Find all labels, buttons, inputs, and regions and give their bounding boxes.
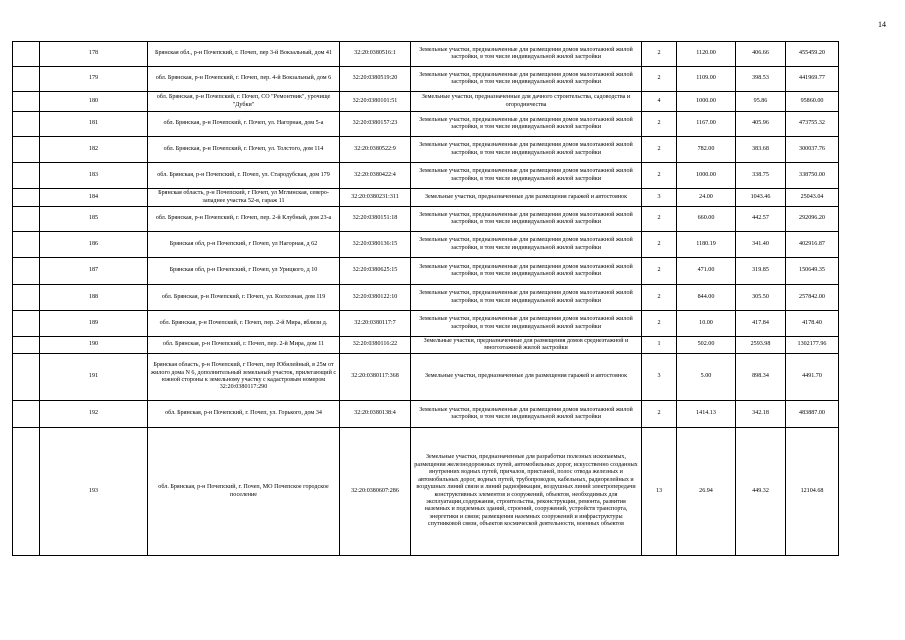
table-row xyxy=(13,258,839,285)
zone-cell: 2 xyxy=(642,163,677,189)
rate-cell: 442.57 xyxy=(736,207,786,232)
table-row xyxy=(13,137,839,163)
zone-cell: 2 xyxy=(642,311,677,337)
address-cell: обл. Брянская, р-н Почепский, г. Почеп, ул. Толстого, дом 114 xyxy=(148,137,340,163)
row-number: 193 xyxy=(40,428,148,556)
area-cell: 502.00 xyxy=(677,337,736,354)
blank-column-cell xyxy=(13,92,40,112)
rate-cell: 338.75 xyxy=(736,163,786,189)
rate-cell: 398.53 xyxy=(736,67,786,92)
rate-cell: 449.32 xyxy=(736,428,786,556)
blank-column-cell xyxy=(13,232,40,258)
blank-column-cell xyxy=(13,137,40,163)
zone-cell: 2 xyxy=(642,285,677,311)
blank-column-cell xyxy=(13,67,40,92)
blank-column-cell xyxy=(13,428,40,556)
blank-column-cell xyxy=(13,112,40,137)
zone-cell: 2 xyxy=(642,232,677,258)
area-cell: 782.00 xyxy=(677,137,736,163)
land-use-cell: Земельные участки, предназначенные для размещения гаражей и автостоянок xyxy=(411,189,642,207)
row-number: 186 xyxy=(40,232,148,258)
cadastral-number-cell: 32:20:0380157:23 xyxy=(340,112,411,137)
table-row xyxy=(13,189,839,207)
area-cell: 471.00 xyxy=(677,258,736,285)
area-cell: 1167.00 xyxy=(677,112,736,137)
land-use-cell: Земельные участки, предназначенные для размещения гаражей и автостоянок xyxy=(411,354,642,401)
cadastral-number-cell: 32:20:0380138:4 xyxy=(340,401,411,428)
rate-cell: 898.34 xyxy=(736,354,786,401)
row-number: 187 xyxy=(40,258,148,285)
rate-cell: 2593.98 xyxy=(736,337,786,354)
cadastral-number-cell: 32:20:0380101:51 xyxy=(340,92,411,112)
zone-cell: 2 xyxy=(642,258,677,285)
table-body xyxy=(13,42,839,556)
cadastral-cost-cell: 150649.35 xyxy=(786,258,839,285)
row-number: 180 xyxy=(40,92,148,112)
table-row xyxy=(13,42,839,67)
row-number: 188 xyxy=(40,285,148,311)
table-row xyxy=(13,67,839,92)
zone-cell: 2 xyxy=(642,112,677,137)
address-cell: Брянская область, р-н Почепский, г Почеп, ул Мглинская, северо-западнее участка 52-в, гараж 11 xyxy=(148,189,340,207)
rate-cell: 341.40 xyxy=(736,232,786,258)
blank-column-cell xyxy=(13,285,40,311)
area-cell: 660.00 xyxy=(677,207,736,232)
row-number: 185 xyxy=(40,207,148,232)
area-cell: 24.00 xyxy=(677,189,736,207)
cadastral-value-table xyxy=(12,41,839,556)
blank-column-cell xyxy=(13,354,40,401)
address-cell: Брянская обл., р-н Почепский, г. Почеп, пер 3-й Вокзальный, дом 41 xyxy=(148,42,340,67)
cadastral-cost-cell: 25043.04 xyxy=(786,189,839,207)
zone-cell: 2 xyxy=(642,42,677,67)
cadastral-number-cell: 32:20:0380522:9 xyxy=(340,137,411,163)
address-cell: обл. Брянская, р-н Почепский, г. Почеп, ул. Стародубская, дом 179 xyxy=(148,163,340,189)
land-use-cell: Земельные участки, предназначенные для размещения домов малоэтажной жилой застройки, в том числе индивидуальной жилой застройки xyxy=(411,67,642,92)
address-cell: Брянская обл, р-н Почепский, г Почеп, ул Нагорная, д 62 xyxy=(148,232,340,258)
table-row xyxy=(13,92,839,112)
cadastral-number-cell: 32:20:0380151:18 xyxy=(340,207,411,232)
cadastral-number-cell: 32:20:0380422:4 xyxy=(340,163,411,189)
cadastral-number-cell: 32:20:0380116:22 xyxy=(340,337,411,354)
blank-column-cell xyxy=(13,163,40,189)
address-cell: обл. Брянская, р-н Почепский, г. Почеп, СО "Ремонтник", урочище "Дубки" xyxy=(148,92,340,112)
row-number: 192 xyxy=(40,401,148,428)
land-use-cell: Земельные участки, предназначенные для дачного строительства, садоводства и огородничества xyxy=(411,92,642,112)
rate-cell: 417.84 xyxy=(736,311,786,337)
table-row xyxy=(13,354,839,401)
rate-cell: 319.85 xyxy=(736,258,786,285)
rate-cell: 305.50 xyxy=(736,285,786,311)
land-use-cell: Земельные участки, предназначенные для размещения домов малоэтажной жилой застройки, в том числе индивидуальной жилой застройки xyxy=(411,163,642,189)
area-cell: 26.94 xyxy=(677,428,736,556)
rate-cell: 342.18 xyxy=(736,401,786,428)
address-cell: Брянская область, р-н Почепский, г Почеп, пер Юбилейный, в 25м от жилого дома N 6, дополнительный земельный участок, прилегающий с южной стороны к земельному участку с кадастровым номером 32:20:0380117:290 xyxy=(148,354,340,401)
row-number: 183 xyxy=(40,163,148,189)
cadastral-number-cell: 32:20:0380516:1 xyxy=(340,42,411,67)
cadastral-cost-cell: 1302177.96 xyxy=(786,337,839,354)
land-use-cell: Земельные участки, предназначенные для размещения домов малоэтажной жилой застройки, в том числе индивидуальной жилой застройки xyxy=(411,311,642,337)
page-number: 14 xyxy=(878,20,886,29)
row-number: 189 xyxy=(40,311,148,337)
cadastral-number-cell: 32:20:0380625:15 xyxy=(340,258,411,285)
address-cell: обл. Брянская, р-н Почепский, г. Почеп, пер. 4-й Вокзальный, дом 6 xyxy=(148,67,340,92)
table-row xyxy=(13,163,839,189)
area-cell: 1120.00 xyxy=(677,42,736,67)
blank-column-cell xyxy=(13,42,40,67)
row-number: 182 xyxy=(40,137,148,163)
blank-column-cell xyxy=(13,189,40,207)
blank-column-cell xyxy=(13,337,40,354)
cadastral-cost-cell: 441969.77 xyxy=(786,67,839,92)
cadastral-cost-cell: 257842.00 xyxy=(786,285,839,311)
cadastral-number-cell: 32:20:0380117:7 xyxy=(340,311,411,337)
address-cell: обл. Брянская, р-н Почепский, г. Почеп, пер. 2-й Мира, вблизи д. xyxy=(148,311,340,337)
area-cell: 1109.00 xyxy=(677,67,736,92)
zone-cell: 2 xyxy=(642,401,677,428)
land-use-cell: Земельные участки, предназначенные для размещения домов малоэтажной жилой застройки, в том числе индивидуальной жилой застройки xyxy=(411,207,642,232)
table-row xyxy=(13,207,839,232)
cadastral-number-cell: 32:20:0380122:10 xyxy=(340,285,411,311)
cadastral-cost-cell: 455459.20 xyxy=(786,42,839,67)
table-row xyxy=(13,401,839,428)
cadastral-cost-cell: 292096.20 xyxy=(786,207,839,232)
rate-cell: 405.96 xyxy=(736,112,786,137)
rate-cell: 406.66 xyxy=(736,42,786,67)
blank-column-cell xyxy=(13,258,40,285)
cadastral-number-cell: 32:20:0380519:20 xyxy=(340,67,411,92)
address-cell: обл. Брянская, р-н Почепский, г. Почеп, МО Почепское городское поселение xyxy=(148,428,340,556)
zone-cell: 2 xyxy=(642,207,677,232)
cadastral-cost-cell: 483887.00 xyxy=(786,401,839,428)
land-use-cell: Земельные участки, предназначенные для размещения домов малоэтажной жилой застройки, в том числе индивидуальной жилой застройки xyxy=(411,42,642,67)
cadastral-cost-cell: 4491.70 xyxy=(786,354,839,401)
land-use-cell: Земельные участки, предназначенные для размещения домов малоэтажной жилой застройки, в том числе индивидуальной жилой застройки xyxy=(411,401,642,428)
area-cell: 1414.13 xyxy=(677,401,736,428)
row-number: 181 xyxy=(40,112,148,137)
row-number: 190 xyxy=(40,337,148,354)
land-use-cell: Земельные участки, предназначенные для размещения домов малоэтажной жилой застройки, в том числе индивидуальной жилой застройки xyxy=(411,258,642,285)
area-cell: 1000.00 xyxy=(677,92,736,112)
address-cell: обл. Брянская, р-н Почепский, г. Почеп, ул. Колхозная, дом 119 xyxy=(148,285,340,311)
table-row xyxy=(13,285,839,311)
address-cell: обл. Брянская, р-н Почепский, г. Почеп, пер. 2-й Клубный, дом 23-а xyxy=(148,207,340,232)
cadastral-cost-cell: 300037.76 xyxy=(786,137,839,163)
cadastral-cost-cell: 95860.00 xyxy=(786,92,839,112)
cadastral-number-cell: 32:20:0380136:15 xyxy=(340,232,411,258)
land-use-cell: Земельные участки, предназначенные для размещения домов малоэтажной жилой застройки, в том числе индивидуальной жилой застройки xyxy=(411,137,642,163)
cadastral-cost-cell: 12104.68 xyxy=(786,428,839,556)
area-cell: 844.00 xyxy=(677,285,736,311)
table-row xyxy=(13,232,839,258)
address-cell: обл. Брянская, р-н Почепский, г. Почеп, ул. Нагорная, дом 5-а xyxy=(148,112,340,137)
land-use-cell: Земельные участки, предназначенные для размещения домов малоэтажной жилой застройки, в том числе индивидуальной жилой застройки xyxy=(411,112,642,137)
zone-cell: 2 xyxy=(642,137,677,163)
area-cell: 1000.00 xyxy=(677,163,736,189)
table-row xyxy=(13,428,839,556)
rate-cell: 1043.46 xyxy=(736,189,786,207)
cadastral-number-cell: 32:20:0380117:368 xyxy=(340,354,411,401)
land-use-cell: Земельные участки, предназначенные для разработки полезных ископаемых, размещения железнодорожных путей, автомобильных дорог, искусственно созданных внутренних водных путей, причалов, пристаней, полос отвода железных и автомобильных дорог, водных путей, трубопроводов, кабельных, радиорелейных и воздушных линий связи и линий радиофикации, воздушных линий электропередачи конструктивных элементов и сооружений, объектов, необходимых для эксплуатации,содержания, строительства, реконструкции, ремонта, развития наземных и подземных зданий, строений, сооружений, устройств транспорта, энергетики и связи; размещения наземных сооружений и инфраструктуры спутниковой связи, объектов космической деятельности, военных объектов xyxy=(411,428,642,556)
zone-cell: 4 xyxy=(642,92,677,112)
table-row xyxy=(13,337,839,354)
land-use-cell: Земельные участки, предназначенные для размещения домов среднеэтажной и многоэтажной жилой застройки xyxy=(411,337,642,354)
land-use-cell: Земельные участки, предназначенные для размещения домов малоэтажной жилой застройки, в том числе индивидуальной жилой застройки xyxy=(411,285,642,311)
blank-column-cell xyxy=(13,401,40,428)
address-cell: обл. Брянская, р-н Почепский, г. Почеп, ул. Горького, дом 34 xyxy=(148,401,340,428)
table-row xyxy=(13,112,839,137)
address-cell: Брянская обл, р-н Почепский, г Почеп, ул Урицкого, д 10 xyxy=(148,258,340,285)
zone-cell: 2 xyxy=(642,67,677,92)
cadastral-number-cell: 32:20:0380607:286 xyxy=(340,428,411,556)
address-cell: обл. Брянская, р-н Почепский, г. Почеп, пер. 2-й Мира, дом 11 xyxy=(148,337,340,354)
zone-cell: 1 xyxy=(642,337,677,354)
zone-cell: 3 xyxy=(642,189,677,207)
rate-cell: 95.86 xyxy=(736,92,786,112)
cadastral-cost-cell: 338750.00 xyxy=(786,163,839,189)
row-number: 179 xyxy=(40,67,148,92)
cadastral-cost-cell: 473755.32 xyxy=(786,112,839,137)
blank-column-cell xyxy=(13,207,40,232)
cadastral-number-cell: 32:20:0380231:311 xyxy=(340,189,411,207)
row-number: 178 xyxy=(40,42,148,67)
cadastral-cost-cell: 4178.40 xyxy=(786,311,839,337)
table-row xyxy=(13,311,839,337)
zone-cell: 13 xyxy=(642,428,677,556)
rate-cell: 383.68 xyxy=(736,137,786,163)
area-cell: 5.00 xyxy=(677,354,736,401)
land-use-cell: Земельные участки, предназначенные для размещения домов малоэтажной жилой застройки, в том числе индивидуальной жилой застройки xyxy=(411,232,642,258)
blank-column-cell xyxy=(13,311,40,337)
area-cell: 1180.19 xyxy=(677,232,736,258)
zone-cell: 3 xyxy=(642,354,677,401)
row-number: 191 xyxy=(40,354,148,401)
row-number: 184 xyxy=(40,189,148,207)
area-cell: 10.00 xyxy=(677,311,736,337)
cadastral-cost-cell: 402916.87 xyxy=(786,232,839,258)
